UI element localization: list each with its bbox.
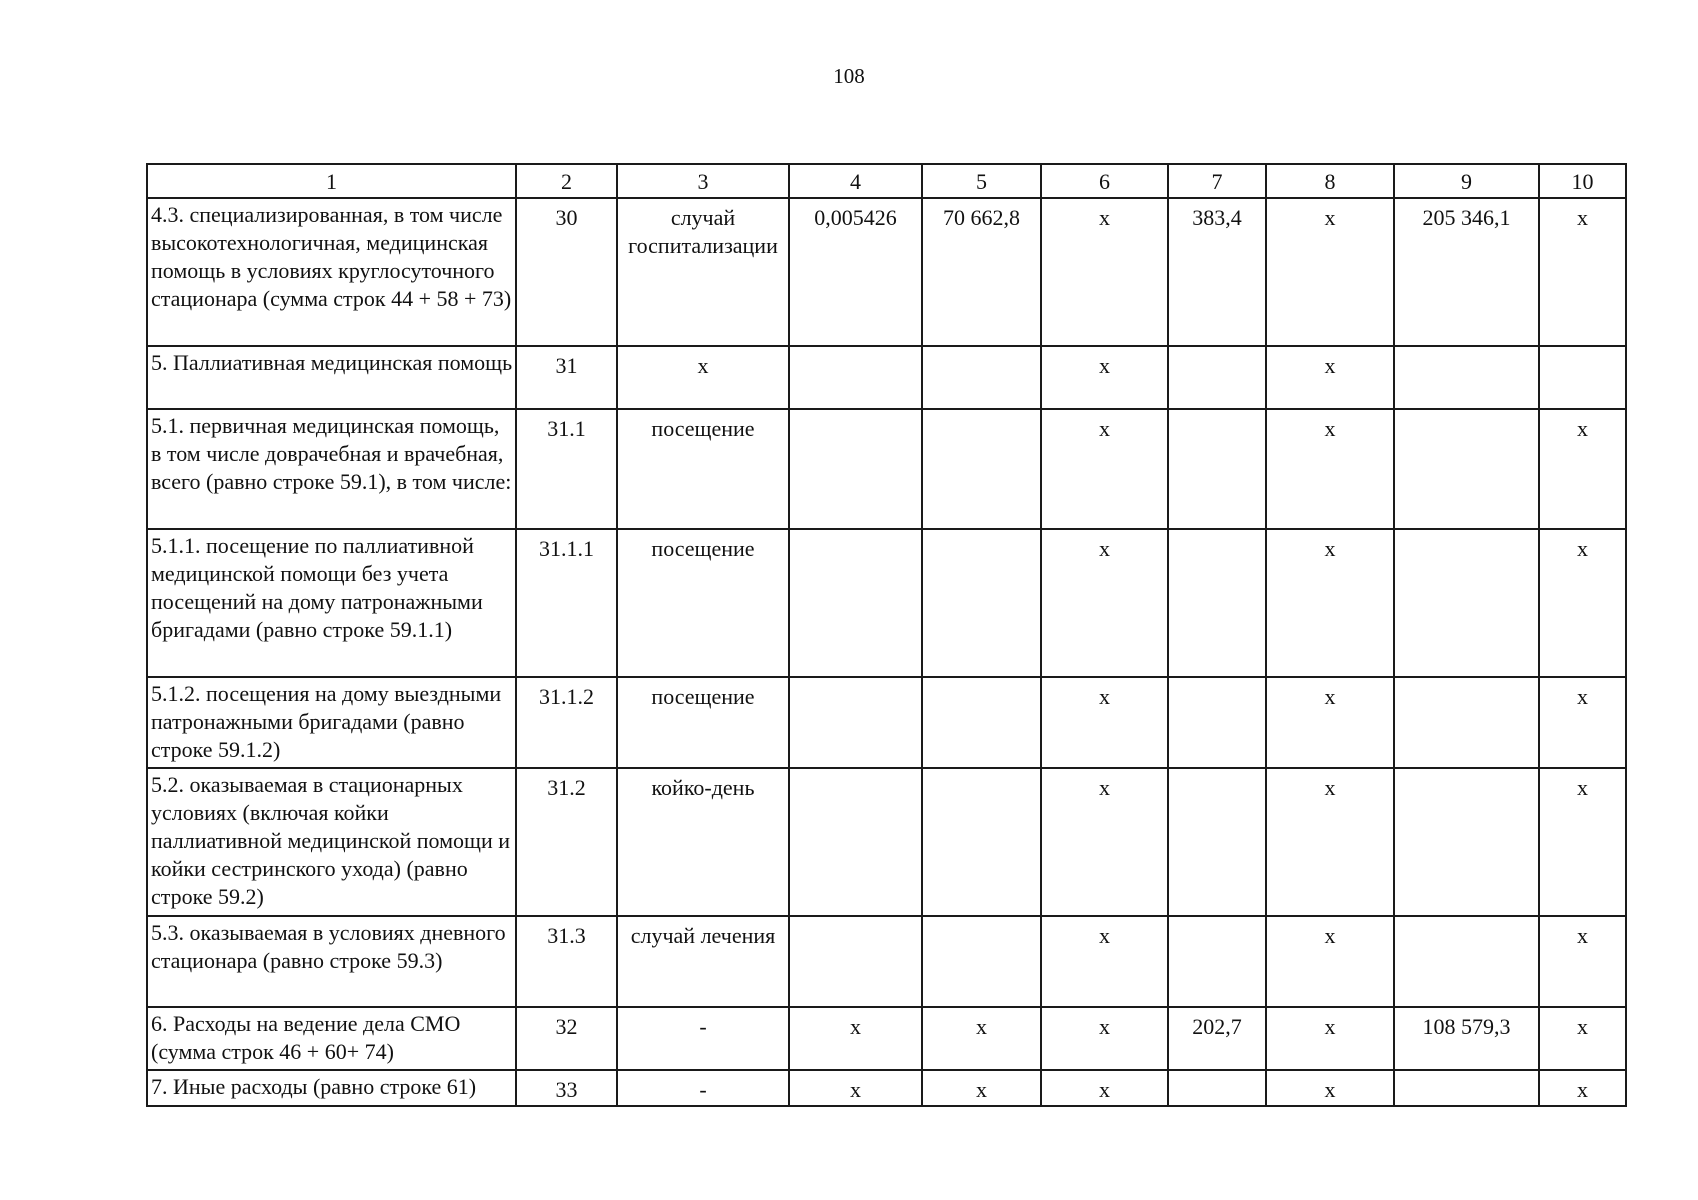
table-cell: 108 579,3 [1394, 1007, 1539, 1070]
table-row [147, 529, 1626, 677]
table-cell: х [1266, 677, 1394, 768]
table-cell [1168, 346, 1266, 409]
row-label: 5. Паллиативная медицинская помощь [147, 346, 516, 409]
unit-cell: посещение [617, 409, 789, 529]
table-cell [1168, 529, 1266, 677]
header-cell-3: 3 [617, 164, 789, 198]
table-cell [1394, 1070, 1539, 1106]
data-table [146, 163, 1627, 1107]
row-label: 4.3. специализированная, в том числе высокотехнологичная, медицинская помощь в условиях круглосуточного стационара (сумма строк 44 + 58 + 73) [147, 198, 516, 346]
table-cell: 383,4 [1168, 198, 1266, 346]
table-cell: х [1539, 916, 1626, 1007]
table-row [147, 409, 1626, 529]
table-cell [1539, 346, 1626, 409]
row-label: 5.1. первичная медицинская помощь, в том числе доврачебная и врачебная, всего (равно строке 59.1), в том числе: [147, 409, 516, 529]
table-cell: х [1041, 916, 1168, 1007]
table-row [147, 916, 1626, 1007]
header-cell-1: 1 [147, 164, 516, 198]
row-label: 7. Иные расходы (равно строке 61) [147, 1070, 516, 1106]
table-row [147, 1070, 1626, 1106]
table-cell [922, 916, 1041, 1007]
header-cell-2: 2 [516, 164, 617, 198]
table-cell: х [1266, 1007, 1394, 1070]
table-cell: х [1539, 529, 1626, 677]
table-cell: х [1539, 1007, 1626, 1070]
row-code: 30 [516, 198, 617, 346]
table-cell: х [1041, 198, 1168, 346]
header-cell-8: 8 [1266, 164, 1394, 198]
table-cell [922, 529, 1041, 677]
unit-cell: - [617, 1070, 789, 1106]
unit-cell: посещение [617, 677, 789, 768]
table-cell [789, 916, 922, 1007]
header-cell-6: 6 [1041, 164, 1168, 198]
table-cell: х [922, 1070, 1041, 1106]
row-label: 5.1.1. посещение по паллиативной медицинской помощи без учета посещений на дому патронажными бригадами (равно строке 59.1.1) [147, 529, 516, 677]
table-cell [1394, 916, 1539, 1007]
header-cell-5: 5 [922, 164, 1041, 198]
table-cell: х [1041, 346, 1168, 409]
table-cell: х [1266, 529, 1394, 677]
unit-cell: случай госпитализации [617, 198, 789, 346]
table-cell: х [922, 1007, 1041, 1070]
header-cell-10: 10 [1539, 164, 1626, 198]
table-cell [1168, 409, 1266, 529]
table-cell: 70 662,8 [922, 198, 1041, 346]
table-cell: х [1041, 768, 1168, 916]
unit-cell: - [617, 1007, 789, 1070]
row-code: 32 [516, 1007, 617, 1070]
row-code: 31.1.1 [516, 529, 617, 677]
table-cell: х [1266, 409, 1394, 529]
table-cell [922, 677, 1041, 768]
table-row [147, 1007, 1626, 1070]
table-cell [1168, 677, 1266, 768]
table-cell: 0,005426 [789, 198, 922, 346]
row-code: 31.1.2 [516, 677, 617, 768]
table-cell [1394, 346, 1539, 409]
table-cell [1394, 529, 1539, 677]
table-cell: х [1266, 768, 1394, 916]
row-label: 5.3. оказываемая в условиях дневного стационара (равно строке 59.3) [147, 916, 516, 1007]
table-cell: х [1539, 768, 1626, 916]
row-code: 31.1 [516, 409, 617, 529]
row-label: 5.1.2. посещения на дому выездными патронажными бригадами (равно строке 59.1.2) [147, 677, 516, 768]
table-header-row [147, 164, 1626, 198]
table-cell: х [1041, 1070, 1168, 1106]
table-cell [789, 409, 922, 529]
table-cell [1394, 409, 1539, 529]
table-cell: х [1266, 1070, 1394, 1106]
table-cell [789, 529, 922, 677]
table-cell: 205 346,1 [1394, 198, 1539, 346]
table-cell: х [1539, 1070, 1626, 1106]
unit-cell: посещение [617, 529, 789, 677]
table-cell [1168, 768, 1266, 916]
table-cell: х [1266, 916, 1394, 1007]
table-cell: х [789, 1007, 922, 1070]
header-cell-7: 7 [1168, 164, 1266, 198]
row-code: 31 [516, 346, 617, 409]
table-cell: х [1539, 409, 1626, 529]
page-number: 108 [833, 64, 865, 88]
table-cell [789, 768, 922, 916]
header-cell-9: 9 [1394, 164, 1539, 198]
table-cell: х [1266, 346, 1394, 409]
row-label: 6. Расходы на ведение дела СМО (сумма строк 46 + 60+ 74) [147, 1007, 516, 1070]
table-cell [922, 409, 1041, 529]
table-cell: х [789, 1070, 922, 1106]
row-label: 5.2. оказываемая в стационарных условиях (включая койки паллиативной медицинской помощи и койки сестринского ухода) (равно строке 59.2) [147, 768, 516, 916]
row-code: 33 [516, 1070, 617, 1106]
table-cell [1168, 916, 1266, 1007]
table-cell [789, 346, 922, 409]
table-cell [922, 346, 1041, 409]
table-cell: х [1041, 529, 1168, 677]
table-cell: х [1041, 409, 1168, 529]
table-cell: х [1266, 198, 1394, 346]
table-row [147, 346, 1626, 409]
table-cell: х [1041, 1007, 1168, 1070]
table-cell: 202,7 [1168, 1007, 1266, 1070]
row-code: 31.3 [516, 916, 617, 1007]
table-cell [789, 677, 922, 768]
unit-cell: х [617, 346, 789, 409]
table-cell: х [1539, 677, 1626, 768]
table-row [147, 768, 1626, 916]
table-cell [922, 768, 1041, 916]
table-cell: х [1539, 198, 1626, 346]
header-cell-4: 4 [789, 164, 922, 198]
table-cell [1168, 1070, 1266, 1106]
table-row [147, 677, 1626, 768]
table-cell [1394, 677, 1539, 768]
unit-cell: случай лечения [617, 916, 789, 1007]
table-row [147, 198, 1626, 346]
table-cell: х [1041, 677, 1168, 768]
table-cell [1394, 768, 1539, 916]
unit-cell: койко-день [617, 768, 789, 916]
row-code: 31.2 [516, 768, 617, 916]
